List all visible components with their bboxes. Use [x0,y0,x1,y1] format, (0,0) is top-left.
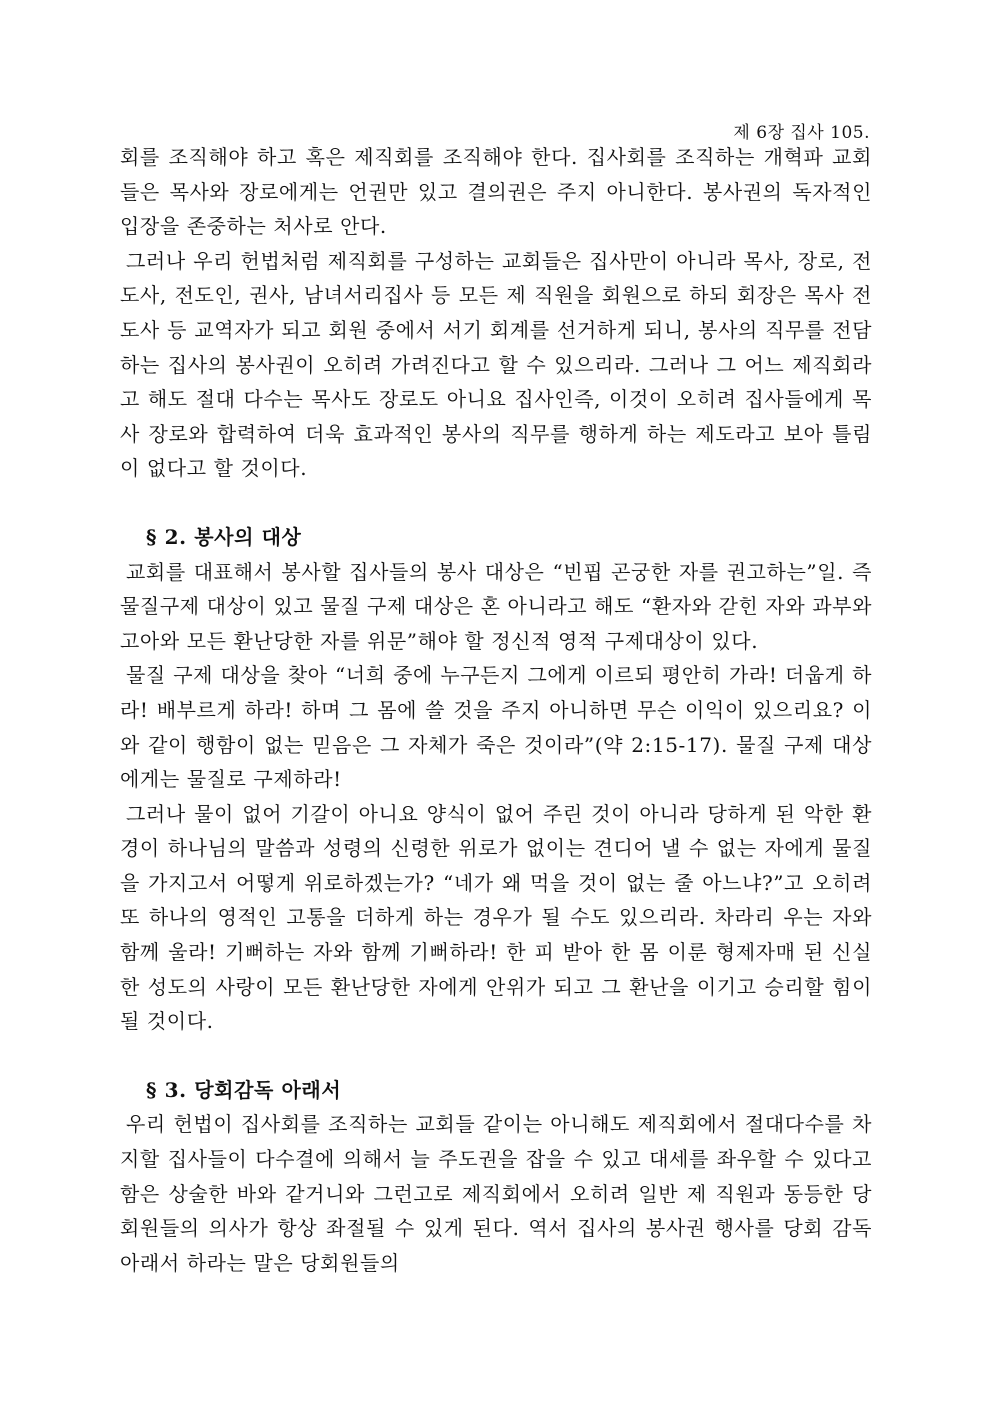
section-heading: § 3. 당회감독 아래서 [146,1077,342,1102]
paragraph: 그러나 물이 없어 기갈이 아니요 양식이 없어 주린 것이 아니라 당하게 된 악한 환경이 하나님의 말씀과 성령의 신령한 위로가 없이는 견디어 낼 수 없는 자에게 물질을 가지고서 어떻게 위로하겠는가? “네가 왜 먹을 것이 없는 줄 아느냐?”고 오히려 또 하나의 영적인 고통을 더하게 하는 경우가 될 수도 있으리라. 차라리 우는 자와 함께 울라! 기뻐하는 자와 함께 기뻐하라! 한 피 받아 한 몸 이룬 형제자매 된 신실한 성도의 사랑이 모든 환난당한 자에게 안위가 되고 그 환난을 이기고 승리할 힘이 될 것이다. [120,801,872,1034]
running-header: 제 6장 집사 105. [733,123,870,143]
paragraph: 물질 구제 대상을 찾아 “너희 중에 누구든지 그에게 이르되 평안히 가라! 더웁게 하라! 배부르게 하라! 하며 그 몸에 쓸 것을 주지 아니하면 무슨 이익이 있으리요? 이와 같이 행함이 없는 믿음은 그 자체가 죽은 것이라”(약 2:15-17). 물질 구제 대상에게는 물질로 구제하라! [120,663,872,792]
paragraph: 교회를 대표해서 봉사할 집사들의 봉사 대상은 “빈핍 곤궁한 자를 권고하는”일. 즉 물질구제 대상이 있고 물질 구제 대상은 혼 아니라고 해도 “환자와 갇힌 자와 과부와 고아와 모든 환난당한 자를 위문”해야 할 정신적 영적 구제대상이 있다. [120,559,872,653]
paragraph: 우리 헌법이 집사회를 조직하는 교회들 같이는 아니해도 제직회에서 절대다수를 차지할 집사들이 다수결에 의해서 늘 주도권을 잡을 수 있고 대세를 좌우할 수 있다고 함은 상술한 바와 같거니와 그런고로 제직회에서 오히려 일반 제 직원과 동등한 당회원들의 의사가 항상 좌절될 수 있게 된다. 역서 집사의 봉사권 행사를 당회 감독 아래서 하라는 말은 당회원들의 [120,1112,872,1275]
paragraph: 그러나 우리 헌법처럼 제직회를 구성하는 교회들은 집사만이 아니라 목사, 장로, 전도사, 전도인, 권사, 남녀서리집사 등 모든 제 직원을 회원으로 하되 회장은 목사 전도사 등 교역자가 되고 회원 중에서 서기 회계를 선거하게 되니, 봉사의 직무를 전담하는 집사의 봉사권이 오히려 가려진다고 할 수 있으리라. 그러나 그 어느 제직회라고 해도 절대 다수는 목사도 장로도 아니요 집사인즉, 이것이 오히려 집사들에게 목사 장로와 합력하여 더욱 효과적인 봉사의 직무를 행하게 하는 제도라고 보아 틀림이 없다고 할 것이다. [120,248,872,481]
body-text [120,140,872,1280]
section-heading: § 2. 봉사의 대상 [146,524,302,549]
paragraph: 회를 조직해야 하고 혹은 제직회를 조직해야 한다. 집사회를 조직하는 개혁파 교회들은 목사와 장로에게는 언권만 있고 결의권은 주지 아니한다. 봉사권의 독자적인 입장을 존중하는 처사로 안다. [120,145,872,239]
